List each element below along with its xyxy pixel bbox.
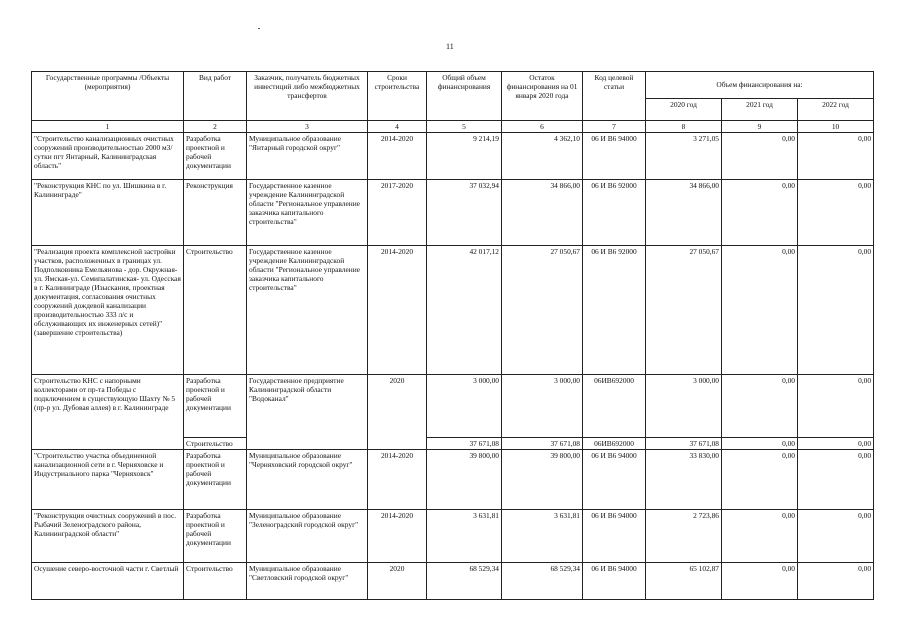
table-row bbox=[32, 246, 874, 375]
object-name: "Строительство канализационных очистных сооружений производительностью 2000 м3/сутки пгт Янтарный, Калининградская область" bbox=[32, 133, 184, 180]
total-financing: 39 800,00 bbox=[427, 450, 502, 510]
column-number: 2 bbox=[184, 121, 247, 133]
customer: Государственное казенное учреждение Калининградской области "Региональное управление заказчика капитального строительства" bbox=[247, 180, 368, 246]
financing-table bbox=[31, 71, 874, 600]
period: 2020 bbox=[368, 375, 427, 450]
header-financing-volume: Объем финансирования на: bbox=[646, 72, 874, 99]
amount-2022: 0,00 bbox=[798, 246, 874, 375]
customer: Муниципальное образование "Черняховский городской округ" bbox=[247, 450, 368, 510]
column-number: 4 bbox=[368, 121, 427, 133]
customer: Муниципальное образование "Зеленоградский городской округ" bbox=[247, 510, 368, 563]
amount-2021: 0,00 bbox=[722, 246, 798, 375]
table-row bbox=[32, 180, 874, 246]
scan-speck bbox=[258, 28, 260, 29]
work-type: Строительство bbox=[184, 438, 247, 450]
customer: Муниципальное образование "Светловский городской округ" bbox=[247, 563, 368, 600]
header-program-objects: Государственные программы /Объекты (мероприятия) bbox=[32, 72, 184, 121]
header-remainder: Остаток финансирования на 01 января 2020 года bbox=[502, 72, 583, 121]
table-row bbox=[32, 563, 874, 600]
customer: Государственное предприятие Калининградской области "Водоканал" bbox=[247, 375, 368, 450]
column-number: 5 bbox=[427, 121, 502, 133]
object-name: "Реконструкция очистных сооружений в пос. Рыбачий Зеленоградского района, Калининградской области" bbox=[32, 510, 184, 563]
header-year-2020: 2020 год bbox=[646, 99, 722, 121]
work-type: Разработка проектной и рабочей документации bbox=[184, 450, 247, 510]
amount-2020: 33 830,00 bbox=[646, 450, 722, 510]
column-number: 7 bbox=[583, 121, 646, 133]
period: 2020 bbox=[368, 563, 427, 600]
amount-2022: 0,00 bbox=[798, 375, 874, 438]
column-number: 10 bbox=[798, 121, 874, 133]
amount-2021: 0,00 bbox=[722, 510, 798, 563]
amount-2022: 0,00 bbox=[798, 510, 874, 563]
work-type: Строительство bbox=[184, 563, 247, 600]
target-code: 06 И В6 94000 bbox=[583, 510, 646, 563]
amount-2022: 0,00 bbox=[798, 133, 874, 180]
object-name: "Реализация проекта комплексной застройки участков, расположенных в границах ул. Подполковника Емельянова - дор. Окружная-ул. Ямская-ул. Семипалатинская- ул. Одесская в г. Калининграде (Изыскания, проектная документация, согласования очистных сооружений дождевой канализации производительностью 333 л/с и обслуживающих их инженерных сетей)"(завершение строительства) bbox=[32, 246, 184, 375]
customer: Государственное казенное учреждение Калининградской области "Региональное управление заказчика капитального строительства" bbox=[247, 246, 368, 375]
target-code: 06ИВ692000 bbox=[583, 375, 646, 438]
amount-2020: 27 050,67 bbox=[646, 246, 722, 375]
target-code: 06 И В6 92000 bbox=[583, 246, 646, 375]
object-name: Строительство КНС с напорными коллекторами от пр-та Победы с подключением в существующую Шахту № 5 (пр-р ул. Дубовая аллея) в г. Калининграде bbox=[32, 375, 184, 450]
page-number: 11 bbox=[446, 42, 454, 51]
table-row bbox=[32, 510, 874, 563]
remainder: 34 866,00 bbox=[502, 180, 583, 246]
total-financing: 3 000,00 bbox=[427, 375, 502, 438]
work-type: Разработка проектной и рабочей документации bbox=[184, 133, 247, 180]
header-year-2021: 2021 год bbox=[722, 99, 798, 121]
amount-2021: 0,00 bbox=[722, 133, 798, 180]
remainder: 68 529,34 bbox=[502, 563, 583, 600]
amount-2020: 3 000,00 bbox=[646, 375, 722, 438]
amount-2021: 0,00 bbox=[722, 450, 798, 510]
work-type: Строительство bbox=[184, 246, 247, 375]
header-work-type: Вид работ bbox=[184, 72, 247, 121]
work-type: Реконструкция bbox=[184, 180, 247, 246]
remainder: 27 050,67 bbox=[502, 246, 583, 375]
total-financing: 3 631,81 bbox=[427, 510, 502, 563]
total-financing: 42 017,12 bbox=[427, 246, 502, 375]
column-number: 6 bbox=[502, 121, 583, 133]
header-year-2022: 2022 год bbox=[798, 99, 874, 121]
column-number: 1 bbox=[32, 121, 184, 133]
object-name: Осушение северо-восточной части г. Светлый bbox=[32, 563, 184, 600]
target-code: 06ИВ692000 bbox=[583, 438, 646, 450]
period: 2014-2020 bbox=[368, 246, 427, 375]
total-financing: 37 032,94 bbox=[427, 180, 502, 246]
period: 2014-2020 bbox=[368, 510, 427, 563]
header-construction-period: Сроки строительства bbox=[368, 72, 427, 121]
target-code: 06 И В6 94000 bbox=[583, 133, 646, 180]
amount-2020: 65 102,87 bbox=[646, 563, 722, 600]
table-row bbox=[32, 375, 874, 438]
target-code: 06 И В6 92000 bbox=[583, 180, 646, 246]
column-number: 9 bbox=[722, 121, 798, 133]
amount-2021: 0,00 bbox=[722, 375, 798, 438]
remainder: 39 800,00 bbox=[502, 450, 583, 510]
target-code: 06 И В6 94000 bbox=[583, 450, 646, 510]
remainder: 3 631,81 bbox=[502, 510, 583, 563]
table-row bbox=[32, 450, 874, 510]
header-target-code: Код целевой статьи bbox=[583, 72, 646, 121]
column-number-row bbox=[32, 121, 874, 133]
amount-2022: 0,00 bbox=[798, 438, 874, 450]
total-financing: 68 529,34 bbox=[427, 563, 502, 600]
amount-2022: 0,00 bbox=[798, 563, 874, 600]
period: 2017-2020 bbox=[368, 180, 427, 246]
amount-2021: 0,00 bbox=[722, 180, 798, 246]
object-name: "Строительство участка объединенной канализационной сети в г. Черняховске и Индустриального парка "Черняховск" bbox=[32, 450, 184, 510]
work-type: Разработка проектной и рабочей документации bbox=[184, 375, 247, 438]
period: 2014-2020 bbox=[368, 450, 427, 510]
total-financing: 9 214,19 bbox=[427, 133, 502, 180]
remainder: 37 671,08 bbox=[502, 438, 583, 450]
amount-2020: 34 866,00 bbox=[646, 180, 722, 246]
amount-2021: 0,00 bbox=[722, 438, 798, 450]
amount-2020: 3 271,05 bbox=[646, 133, 722, 180]
column-number: 3 bbox=[247, 121, 368, 133]
header-customer: Заказчик, получатель бюджетных инвестиций либо межбюджетных трансфертов bbox=[247, 72, 368, 121]
remainder: 4 362,10 bbox=[502, 133, 583, 180]
period: 2014-2020 bbox=[368, 133, 427, 180]
work-type: Разработка проектной и рабочей документации bbox=[184, 510, 247, 563]
amount-2020: 2 723,86 bbox=[646, 510, 722, 563]
header-total-financing: Общий объем финансирования bbox=[427, 72, 502, 121]
amount-2022: 0,00 bbox=[798, 180, 874, 246]
amount-2020: 37 671,08 bbox=[646, 438, 722, 450]
amount-2021: 0,00 bbox=[722, 563, 798, 600]
total-financing: 37 671,08 bbox=[427, 438, 502, 450]
column-number: 8 bbox=[646, 121, 722, 133]
table-row bbox=[32, 133, 874, 180]
object-name: "Реконструкция КНС по ул. Шишкина в г. Калининграде" bbox=[32, 180, 184, 246]
target-code: 06 И В6 94000 bbox=[583, 563, 646, 600]
customer: Муниципальное образование "Янтарный городской округ" bbox=[247, 133, 368, 180]
amount-2022: 0,00 bbox=[798, 450, 874, 510]
remainder: 3 000,00 bbox=[502, 375, 583, 438]
